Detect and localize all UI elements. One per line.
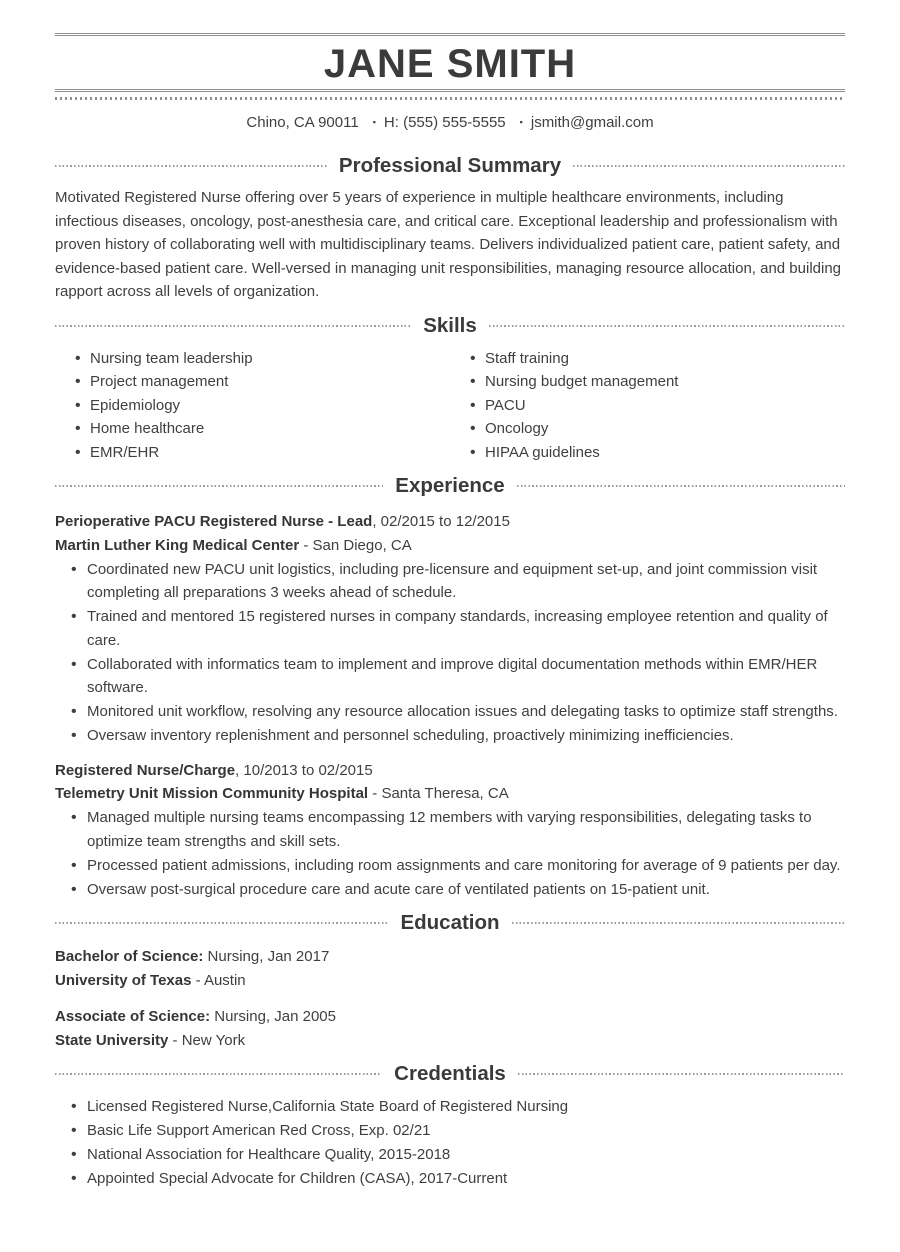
skills-columns bbox=[55, 347, 845, 465]
job-title-line bbox=[55, 759, 845, 783]
job-dates: , 10/2013 to 02/2015 bbox=[235, 761, 373, 779]
dotted-leader-right bbox=[489, 325, 845, 327]
header-dotted-rule bbox=[55, 97, 845, 100]
separator-square-icon: ▪ bbox=[519, 117, 523, 127]
credential-item: • Appointed Special Advocate for Children (CASA), 2017-Current bbox=[55, 1167, 845, 1191]
credential-item: • National Association for Healthcare Quality, 2015-2018 bbox=[55, 1143, 845, 1167]
education-entry-1 bbox=[55, 945, 845, 992]
degree: Associate of Science: bbox=[55, 1008, 211, 1025]
job-title: Perioperative PACU Registered Nurse - Lead bbox=[55, 513, 373, 530]
section-title-experience: Experience bbox=[395, 474, 505, 497]
job-employer: Martin Luther King Medical Center bbox=[55, 536, 300, 554]
credential-item: • Basic Life Support American Red Cross, Exp. 02/21 bbox=[55, 1119, 845, 1143]
job-employer-line bbox=[55, 534, 845, 558]
contact-line bbox=[55, 113, 845, 132]
skill-item: • Epidemiology bbox=[55, 394, 450, 418]
dotted-leader-left bbox=[55, 1073, 382, 1075]
education-entry-2 bbox=[55, 1005, 845, 1052]
credential-item: • Licensed Registered Nurse,California State Board of Registered Nursing bbox=[55, 1095, 845, 1119]
section-title-summary: Professional Summary bbox=[338, 154, 562, 177]
school-location: - New York bbox=[168, 1031, 246, 1049]
section-header-experience bbox=[55, 473, 845, 499]
school: University of Texas bbox=[55, 971, 192, 989]
job-employer-line bbox=[55, 782, 845, 806]
section-header-summary bbox=[55, 153, 845, 179]
dotted-leader-right bbox=[573, 165, 845, 167]
dotted-leader-right bbox=[517, 485, 845, 487]
school-location: - Austin bbox=[191, 971, 246, 989]
degree-line bbox=[55, 1005, 845, 1029]
job-bullet-list bbox=[55, 558, 845, 748]
skill-item: • Nursing team leadership bbox=[55, 347, 450, 371]
summary-paragraph: Motivated Registered Nurse offering over 5 years of experience in multiple healthcare environments, including infectious diseases, oncology, post-anesthesia care, and critical care. Exceptional leadership and professionalism with proven history of collaborating well with multidisciplinary teams. Delivers individualized patient care, patient safety, and evidence-based patient care. Well-versed in managing unit responsibilities, managing resource allocation, and building rapport across all levels of organization. bbox=[55, 189, 842, 300]
job-bullet: • Coordinated new PACU unit logistics, including pre-licensure and equipment set-up, and joint commission visit completing all preparations 3 weeks ahead of schedule. bbox=[55, 558, 845, 605]
section-header-education bbox=[55, 910, 845, 936]
job-entry-1 bbox=[55, 510, 845, 748]
skill-item: • Oncology bbox=[450, 417, 845, 441]
dotted-leader-right bbox=[518, 1073, 845, 1075]
skills-column-right bbox=[450, 347, 845, 465]
skill-item: • EMR/EHR bbox=[55, 441, 450, 465]
section-title-skills: Skills bbox=[423, 313, 477, 337]
dotted-leader-left bbox=[55, 165, 327, 167]
school-line bbox=[55, 1029, 845, 1053]
header-double-rule bbox=[55, 89, 845, 92]
skill-item: • Home healthcare bbox=[55, 417, 450, 441]
school-line bbox=[55, 969, 845, 993]
skill-item: • Project management bbox=[55, 370, 450, 394]
job-bullet: • Monitored unit workflow, resolving any resource allocation issues and delegating tasks to optimize staff strengths. bbox=[55, 700, 845, 724]
contact-phone: H: (555) 555-5555 bbox=[383, 114, 506, 131]
job-bullet-list bbox=[55, 806, 845, 901]
skill-item: • Nursing budget management bbox=[450, 370, 845, 394]
job-location: - Santa Theresa, CA bbox=[368, 785, 509, 802]
job-title-line bbox=[55, 510, 845, 534]
section-title-credentials: Credentials bbox=[394, 1062, 506, 1085]
degree-detail: Nursing, Jan 2017 bbox=[203, 948, 330, 965]
job-bullet: • Processed patient admissions, including room assignments and care monitoring for average of 9 patients per day. bbox=[55, 854, 845, 878]
job-title: Registered Nurse/Charge bbox=[55, 761, 236, 779]
skills-column-left bbox=[55, 347, 450, 465]
job-bullet: • Oversaw post-surgical procedure care and acute care of ventilated patients on 15-patient unit. bbox=[55, 878, 845, 902]
top-rule bbox=[55, 33, 845, 36]
job-bullet: • Managed multiple nursing teams encompassing 12 members with varying responsibilities, delegating tasks to optimize team strengths and skill sets. bbox=[55, 806, 845, 853]
dotted-leader-left bbox=[55, 325, 411, 327]
resume-document bbox=[0, 33, 900, 1191]
skill-item: • HIPAA guidelines bbox=[450, 441, 845, 465]
job-bullet: • Trained and mentored 15 registered nurses in company standards, increasing employee retention and quality of care. bbox=[55, 605, 845, 652]
section-header-skills bbox=[55, 313, 845, 339]
separator-square-icon: ▪ bbox=[372, 117, 376, 127]
degree-line bbox=[55, 945, 845, 969]
skill-item: • PACU bbox=[450, 394, 845, 418]
job-location: - San Diego, CA bbox=[299, 536, 412, 554]
dotted-leader-right bbox=[512, 922, 845, 924]
degree: Bachelor of Science: bbox=[55, 948, 204, 965]
dotted-leader-left bbox=[55, 922, 388, 924]
job-bullet: • Oversaw inventory replenishment and personnel scheduling, proactively minimizing inefficiencies. bbox=[55, 724, 845, 748]
section-title-education: Education bbox=[400, 911, 500, 934]
degree-detail: Nursing, Jan 2005 bbox=[210, 1008, 336, 1025]
job-entry-2 bbox=[55, 759, 845, 902]
job-employer: Telemetry Unit Mission Community Hospital bbox=[55, 785, 369, 802]
page-title: JANE SMITH bbox=[323, 42, 577, 86]
job-bullet: • Collaborated with informatics team to implement and improve digital documentation methods within EMR/HER software. bbox=[55, 653, 845, 700]
job-dates: , 02/2015 to 12/2015 bbox=[372, 513, 510, 530]
contact-location: Chino, CA 90011 bbox=[246, 114, 359, 131]
dotted-leader-left bbox=[55, 485, 383, 487]
contact-email: jsmith@gmail.com bbox=[530, 114, 654, 131]
credentials-list bbox=[55, 1095, 845, 1191]
skill-item: • Staff training bbox=[450, 347, 845, 371]
school: State University bbox=[55, 1031, 169, 1049]
section-header-credentials bbox=[55, 1061, 845, 1087]
